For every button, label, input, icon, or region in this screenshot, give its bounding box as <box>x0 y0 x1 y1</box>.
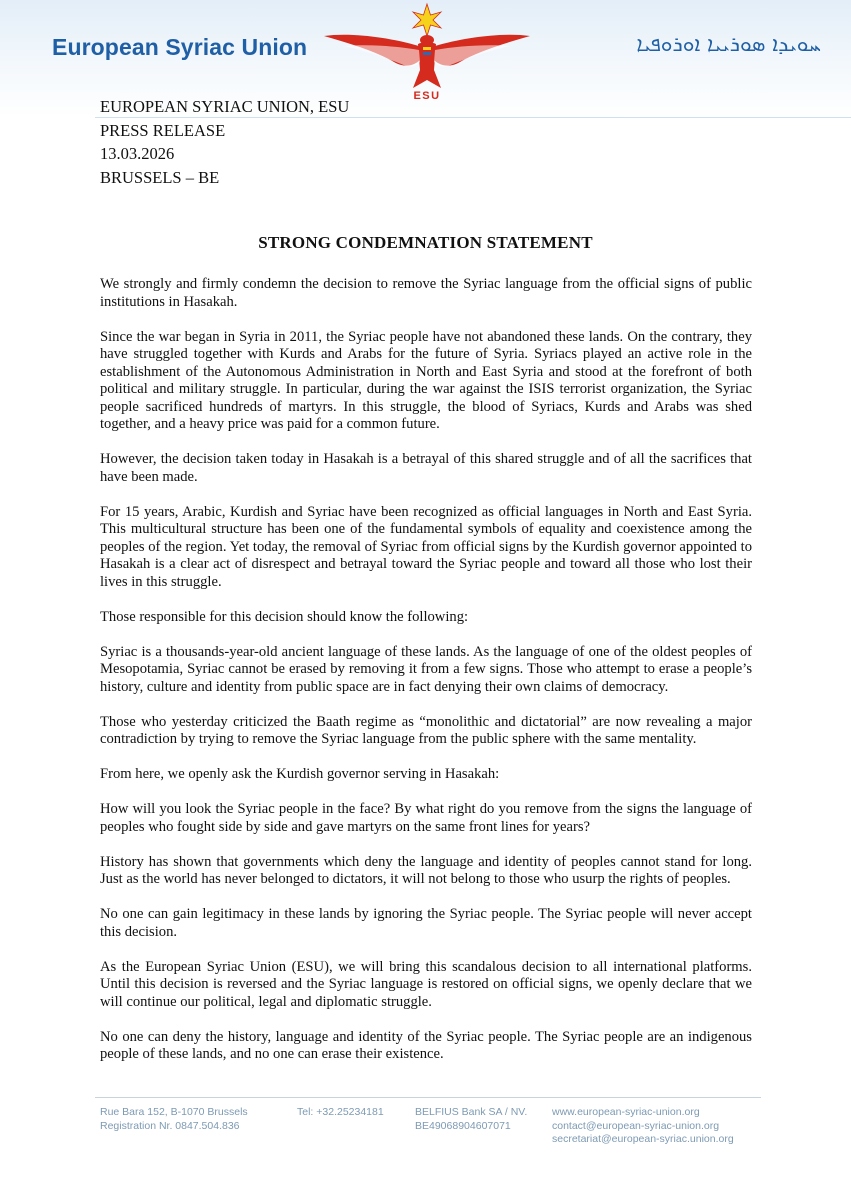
footer-bank-block <box>415 1106 527 1133</box>
paragraph: Those responsible for this decision should know the following: <box>100 608 469 625</box>
meta-date: 13.03.2026 <box>100 144 175 163</box>
org-name: European Syriac Union <box>52 34 308 60</box>
logo-abbreviation: ESU <box>413 90 441 102</box>
footer-tel: Tel: +32.25234181 <box>297 1106 384 1118</box>
footer-website[interactable]: www.european-syriac-union.org <box>552 1106 700 1118</box>
footer-phone-block <box>297 1106 384 1120</box>
paragraph: Those who yesterday criticized the Baath regime as “monolithic and dictatorial” are now revealing a major contradiction by trying to remove the Syriac language from the public sphere with the same mentality. <box>100 713 752 747</box>
paragraph: However, the decision taken today in Hasakah is a betrayal of this shared struggle and of all the sacrifices that have been made. <box>100 451 752 485</box>
press-release-meta <box>100 95 349 189</box>
org-name-syriac: ܚܘܝܕܐ ܣܘܪܝܝܐ ܐܘܪܘܦܝܐ <box>636 32 821 56</box>
meta-organization: EUROPEAN SYRIAC UNION, ESU <box>100 97 350 116</box>
footer-bank: BELFIUS Bank SA / NV. <box>415 1106 528 1118</box>
footer-registration: Registration Nr. 0847.504.836 <box>100 1119 240 1132</box>
paragraph: For 15 years, Arabic, Kurdish and Syriac have been recognized as official languages in North and East Syria. This multicultural structure has been one of the fundamental symbols of equality and coexistence among the peoples of the region. Yet today, the removal of Syriac from official signs by the Kurdish governor appointed to Hasakah is a clear act of disrespect and betrayal toward the Syriac people and toward all those who lost their lives in this struggle. <box>100 503 752 590</box>
footer-contact-block <box>552 1106 734 1147</box>
footer-address-block <box>100 1106 248 1133</box>
paragraph: From here, we openly ask the Kurdish governor serving in Hasakah: <box>100 766 500 782</box>
meta-location: BRUSSELS – BE <box>100 167 220 187</box>
paragraph: Since the war began in Syria in 2011, the Syriac people have not abandoned these lands. On the contrary, they have struggled together with Kurds and Arabs for the future of Syria. Syriacs played an active role in the establishment of the Autonomous Administration in North and East Syria and stood at the forefront of both political and military struggle. In particular, during the war against the ISIS terrorist organization, the Syriac people sacrificed hundreds of martyrs. In this struggle, the blood of Syriacs, Kurds and Arabs was shed together, and a heavy price was paid for a common future. <box>100 328 752 432</box>
footer-email-secretariat[interactable]: secretariat@european-syriac.union.org <box>552 1133 734 1145</box>
statement-body <box>100 276 752 1081</box>
meta-document-type: PRESS RELEASE <box>100 120 226 140</box>
paragraph: History has shown that governments which deny the language and identity of peoples cannot stand for long. Just as the world has never belonged to dictators, it will not belong to those who usurp the rights of peoples. <box>100 853 752 887</box>
paragraph: As the European Syriac Union (ESU), we will bring this scandalous decision to all international platforms. Until this decision is reversed and the Syriac language is restored on official signs, we openly declare that we will continue our political, legal and diplomatic struggle. <box>100 958 752 1010</box>
footer-email-contact[interactable]: contact@european-syriac-union.org <box>552 1119 720 1132</box>
paragraph: We strongly and firmly condemn the decision to remove the Syriac language from the official signs of public institutions in Hasakah. <box>100 276 752 310</box>
logo-star <box>413 4 441 36</box>
paragraph: No one can deny the history, language and identity of the Syriac people. The Syriac people are an indigenous people of these lands, and no one can erase their existence. <box>100 1028 752 1062</box>
paragraph: No one can gain legitimacy in these lands by ignoring the Syriac people. The Syriac people will never accept this decision. <box>100 906 752 940</box>
paragraph: Syriac is a thousands-year-old ancient language of these lands. As the language of one of the oldest peoples of Mesopotamia, Syriac cannot be erased by removing it from a few signs. Those who attempt to erase a people’s history, culture and identity from public space are in fact denying their own claims of democracy. <box>100 643 752 695</box>
logo-eagle-tail <box>413 70 441 88</box>
statement-title: STRONG CONDEMNATION STATEMENT <box>258 233 593 252</box>
footer-divider <box>95 1097 761 1098</box>
footer-iban: BE49068904607071 <box>415 1119 511 1132</box>
logo-eagle-body <box>418 42 436 74</box>
paragraph: How will you look the Syriac people in the face? By what right do you remove from the signs the language of peoples who fought side by side and gave martyrs on the same front lines for years? <box>100 801 752 835</box>
footer-address: Rue Bara 152, B-1070 Brussels <box>100 1106 248 1118</box>
